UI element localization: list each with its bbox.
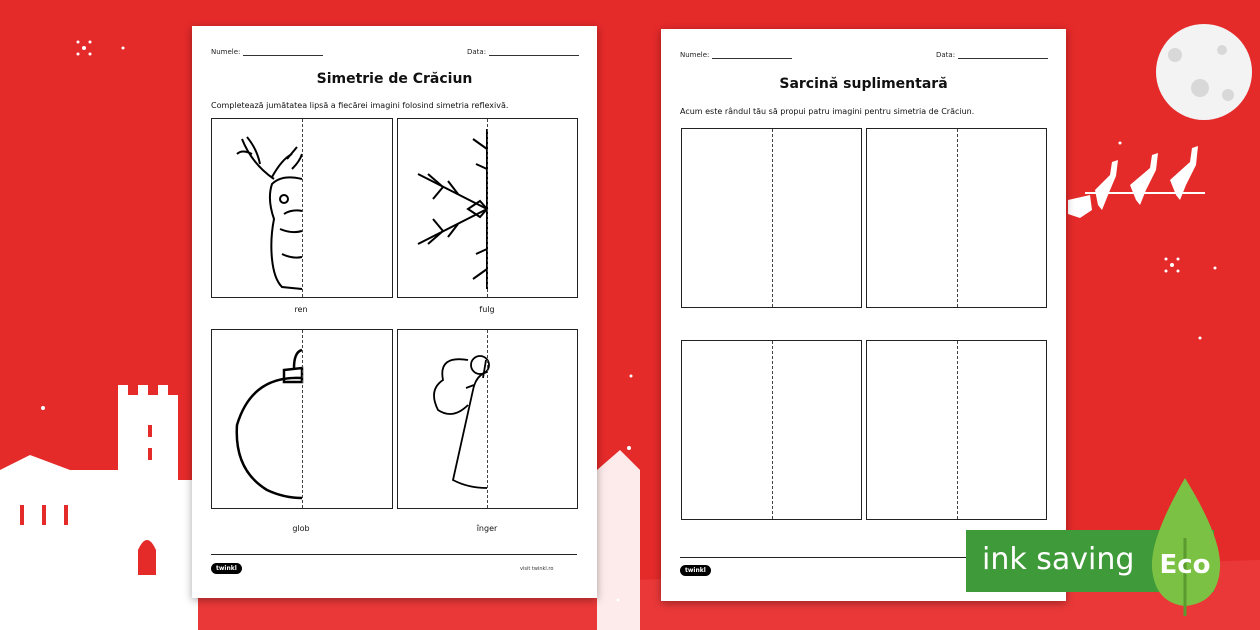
name-field [680,51,792,59]
moon-icon [1156,24,1252,120]
empty-symmetry-box-2 [866,128,1047,308]
symmetry-box-snowflake [397,118,578,298]
page-title: Simetrie de Crăciun [316,71,473,87]
caption-angel: înger [476,524,498,533]
worksheet-page-1 [192,26,597,598]
caption-snowflake: fulg [479,305,495,314]
twinkl-logo: twinkl [680,565,711,576]
symmetry-box-angel [397,329,578,509]
footer-url: visit twinkl.ro [520,566,554,572]
date-label: Data: [467,48,487,56]
instruction-text: Completează jumătatea lipsă a fiecărei imagini folosind simetria reflexivă. [211,101,509,110]
date-field [936,51,1048,59]
name-label: Numele: [680,51,710,59]
ink-saving-label: ink saving [982,542,1135,577]
name-label: Numele: [211,48,241,56]
empty-symmetry-box-3 [681,340,862,520]
eco-leaf-icon [1140,478,1240,618]
footer-divider [211,554,577,555]
date-label: Data: [936,51,956,59]
symmetry-box-reindeer [211,118,393,298]
caption-bauble: glob [292,524,310,533]
instruction-text: Acum este rândul tău să propui patru imagini pentru simetria de Crăciun. [680,107,975,116]
page-title: Sarcină suplimentară [779,76,948,92]
eco-label: Eco [1159,550,1211,580]
caption-reindeer: ren [294,305,308,314]
symmetry-box-bauble [211,329,393,509]
worksheet-page-2 [661,29,1066,601]
twinkl-logo: twinkl [211,563,242,574]
name-field [211,48,323,56]
date-field [467,48,579,56]
empty-symmetry-box-1 [681,128,862,308]
empty-symmetry-box-4 [866,340,1047,520]
